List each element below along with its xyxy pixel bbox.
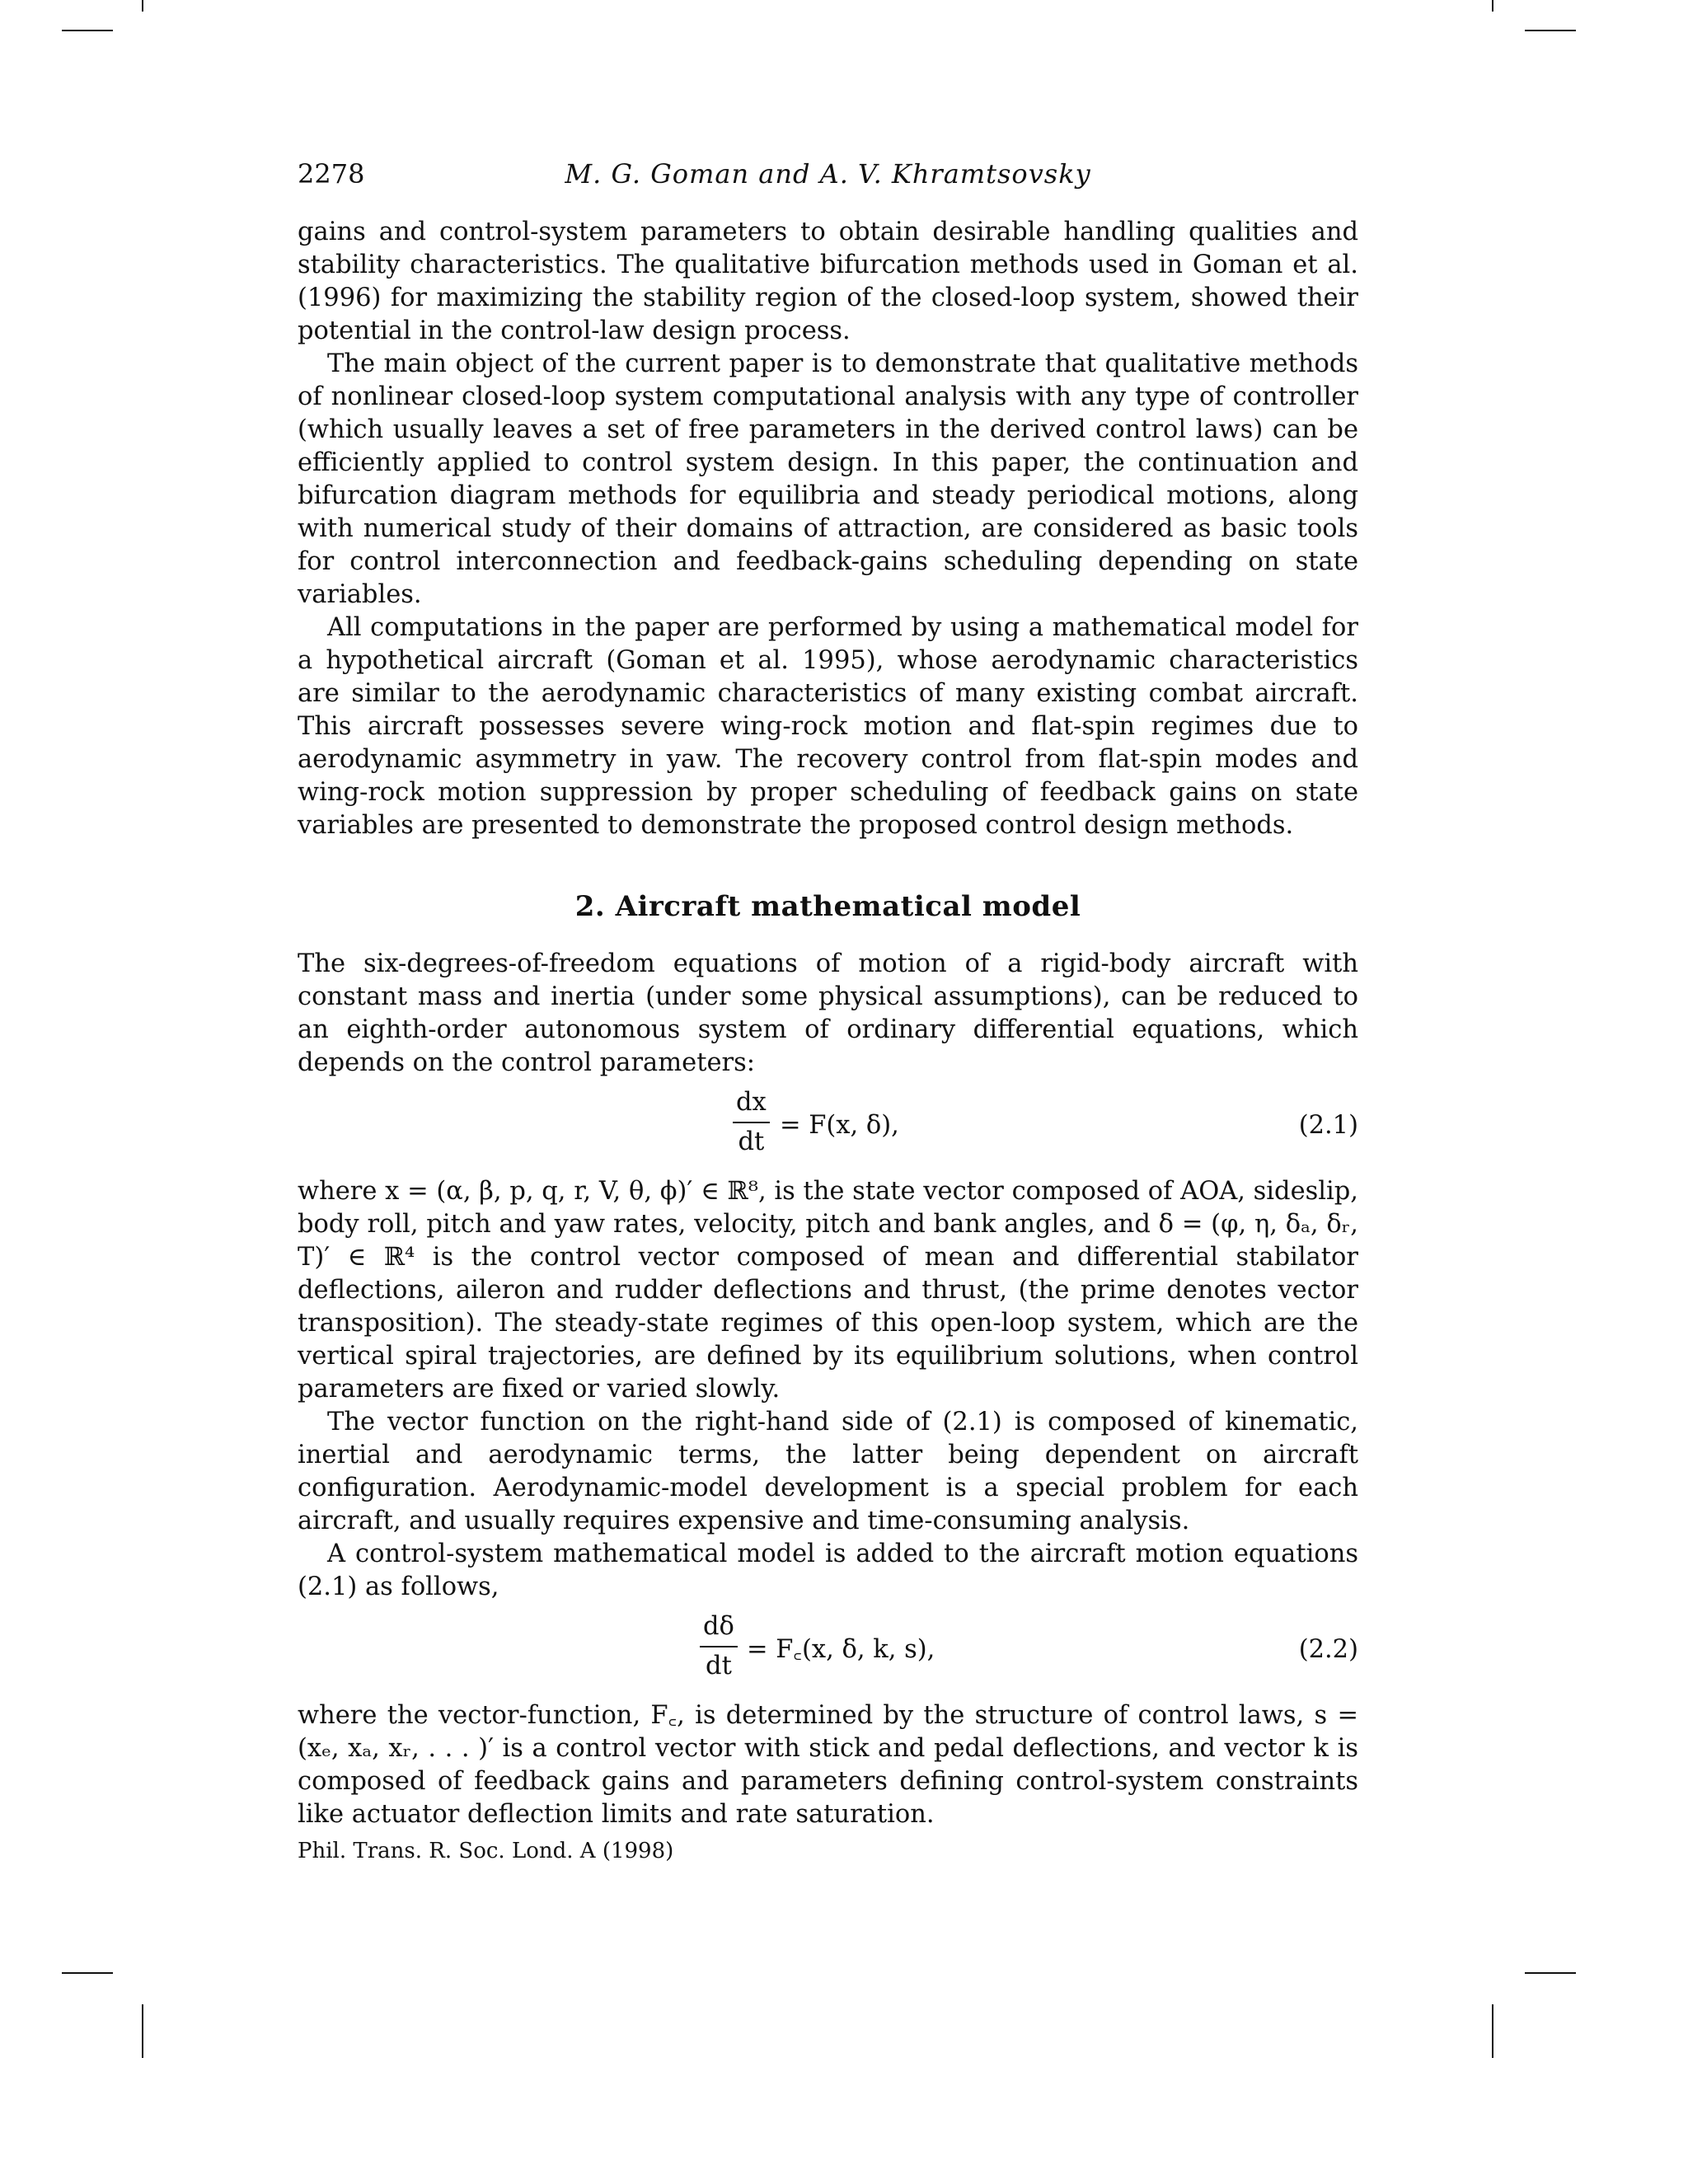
crop-mark [1525,30,1576,31]
paragraph: The main object of the current paper is to demonstrate that qualitative methods of nonlinear closed-loop system computational analysis with any type of controller (which usually leaves a set of free parameters in the derived control laws) can be efficiently applied to control system design. In this paper, the continuation and bifurcation diagram methods for equilibria and steady periodical motions, along with numerical study of their domains of attraction, are considered as basic tools for control interconnection and feedback-gains scheduling depending on state variables. [298,349,1358,609]
crop-mark [142,2004,143,2058]
body-text [298,216,1358,1831]
fraction-bar [700,1646,738,1647]
equation-2-1 [298,1086,1358,1169]
equation-fraction [733,1086,770,1159]
crop-mark [142,0,143,12]
section-heading: 2. Aircraft mathematical model [574,890,1081,923]
paragraph: A control-system mathematical model is added to the aircraft motion equations (2.1) as follows, [298,1540,1358,1601]
crop-mark [1525,1972,1576,1974]
fraction-denominator: dt [706,1652,732,1680]
page-number: 2278 [298,158,365,190]
crop-mark [62,1972,113,1974]
equation-number: (2.2) [1298,1635,1358,1664]
fraction-bar [733,1122,770,1123]
paragraph: where x = (α, β, p, q, r, V, θ, ϕ)′ ∈ ℝ⁸, is the state vector composed of AOA, sideslip, body roll, pitch and yaw rates, velocity, pitch and bank angles, and δ = (φ, η, δₐ, δᵣ, T)′ ∈ ℝ⁴ is the control vector composed of mean and differential stabilator deflections, aileron and rudder deflections and thrust, (the prime denotes vector transposition). The steady-state regimes of this open-loop system, which are the vertical spiral trajectories, are defined by its equilibrium solutions, when control parameters are fixed or varied slowly. [298,1177,1358,1404]
running-header [298,154,1358,194]
journal-footer: Phil. Trans. R. Soc. Lond. A (1998) [298,1839,674,1863]
fraction-numerator: dx [736,1088,767,1117]
paragraph: All computations in the paper are performed by using a mathematical model for a hypothetical aircraft (Goman et al. 1995), whose aerodynamic characteristics are similar to the aerodynamic characteristics of many existing combat aircraft. This aircraft possesses severe wing-rock motion and flat-spin regimes due to aerodynamic asymmetry in yaw. The recovery control from flat-spin modes and wing-rock motion suppression by proper scheduling of feedback gains on state variables are presented to demonstrate the proposed control design methods. [298,613,1358,840]
crop-mark [1492,2004,1493,2058]
paragraph: The six-degrees-of-freedom equations of motion of a rigid-body aircraft with constant mass and inertia (under some physical assumptions), can be reduced to an eighth-order autonomous system of ordinary differential equations, which depends on the control parameters: [298,949,1358,1077]
crop-mark [62,30,113,31]
running-authors: M. G. Goman and A. V. Khramtsovsky [565,158,1091,190]
paragraph: where the vector-function, F꜀, is determined by the structure of control laws, s = (xₑ, xₐ, xᵣ, . . . )′ is a control vector with stick and pedal deflections, and vector k is composed of feedback gains and parameters defining control-system constraints like actuator deflection limits and rate saturation. [298,1701,1358,1829]
paragraph: The vector function on the right-hand side of (2.1) is composed of kinematic, inertial and aerodynamic terms, the latter being dependent on aircraft configuration. Aerodynamic-model development is a special problem for each aircraft, and usually requires expensive and time-consuming analysis. [298,1408,1358,1535]
paragraph: gains and control-system parameters to obtain desirable handling qualities and stability characteristics. The qualitative bifurcation methods used in Goman et al. (1996) for maximizing the stability region of the closed-loop system, showed their potential in the control-law design process. [298,218,1358,345]
fraction-numerator: dδ [703,1612,734,1641]
equation-rhs: = F(x, δ), [780,1111,899,1140]
equation-rhs: = F꜀(x, δ, k, s), [747,1635,935,1664]
equation-number: (2.1) [1298,1111,1358,1140]
equation-2-2 [298,1610,1358,1693]
crop-mark [1492,0,1493,12]
fraction-denominator: dt [738,1127,765,1156]
equation-fraction [700,1610,738,1683]
